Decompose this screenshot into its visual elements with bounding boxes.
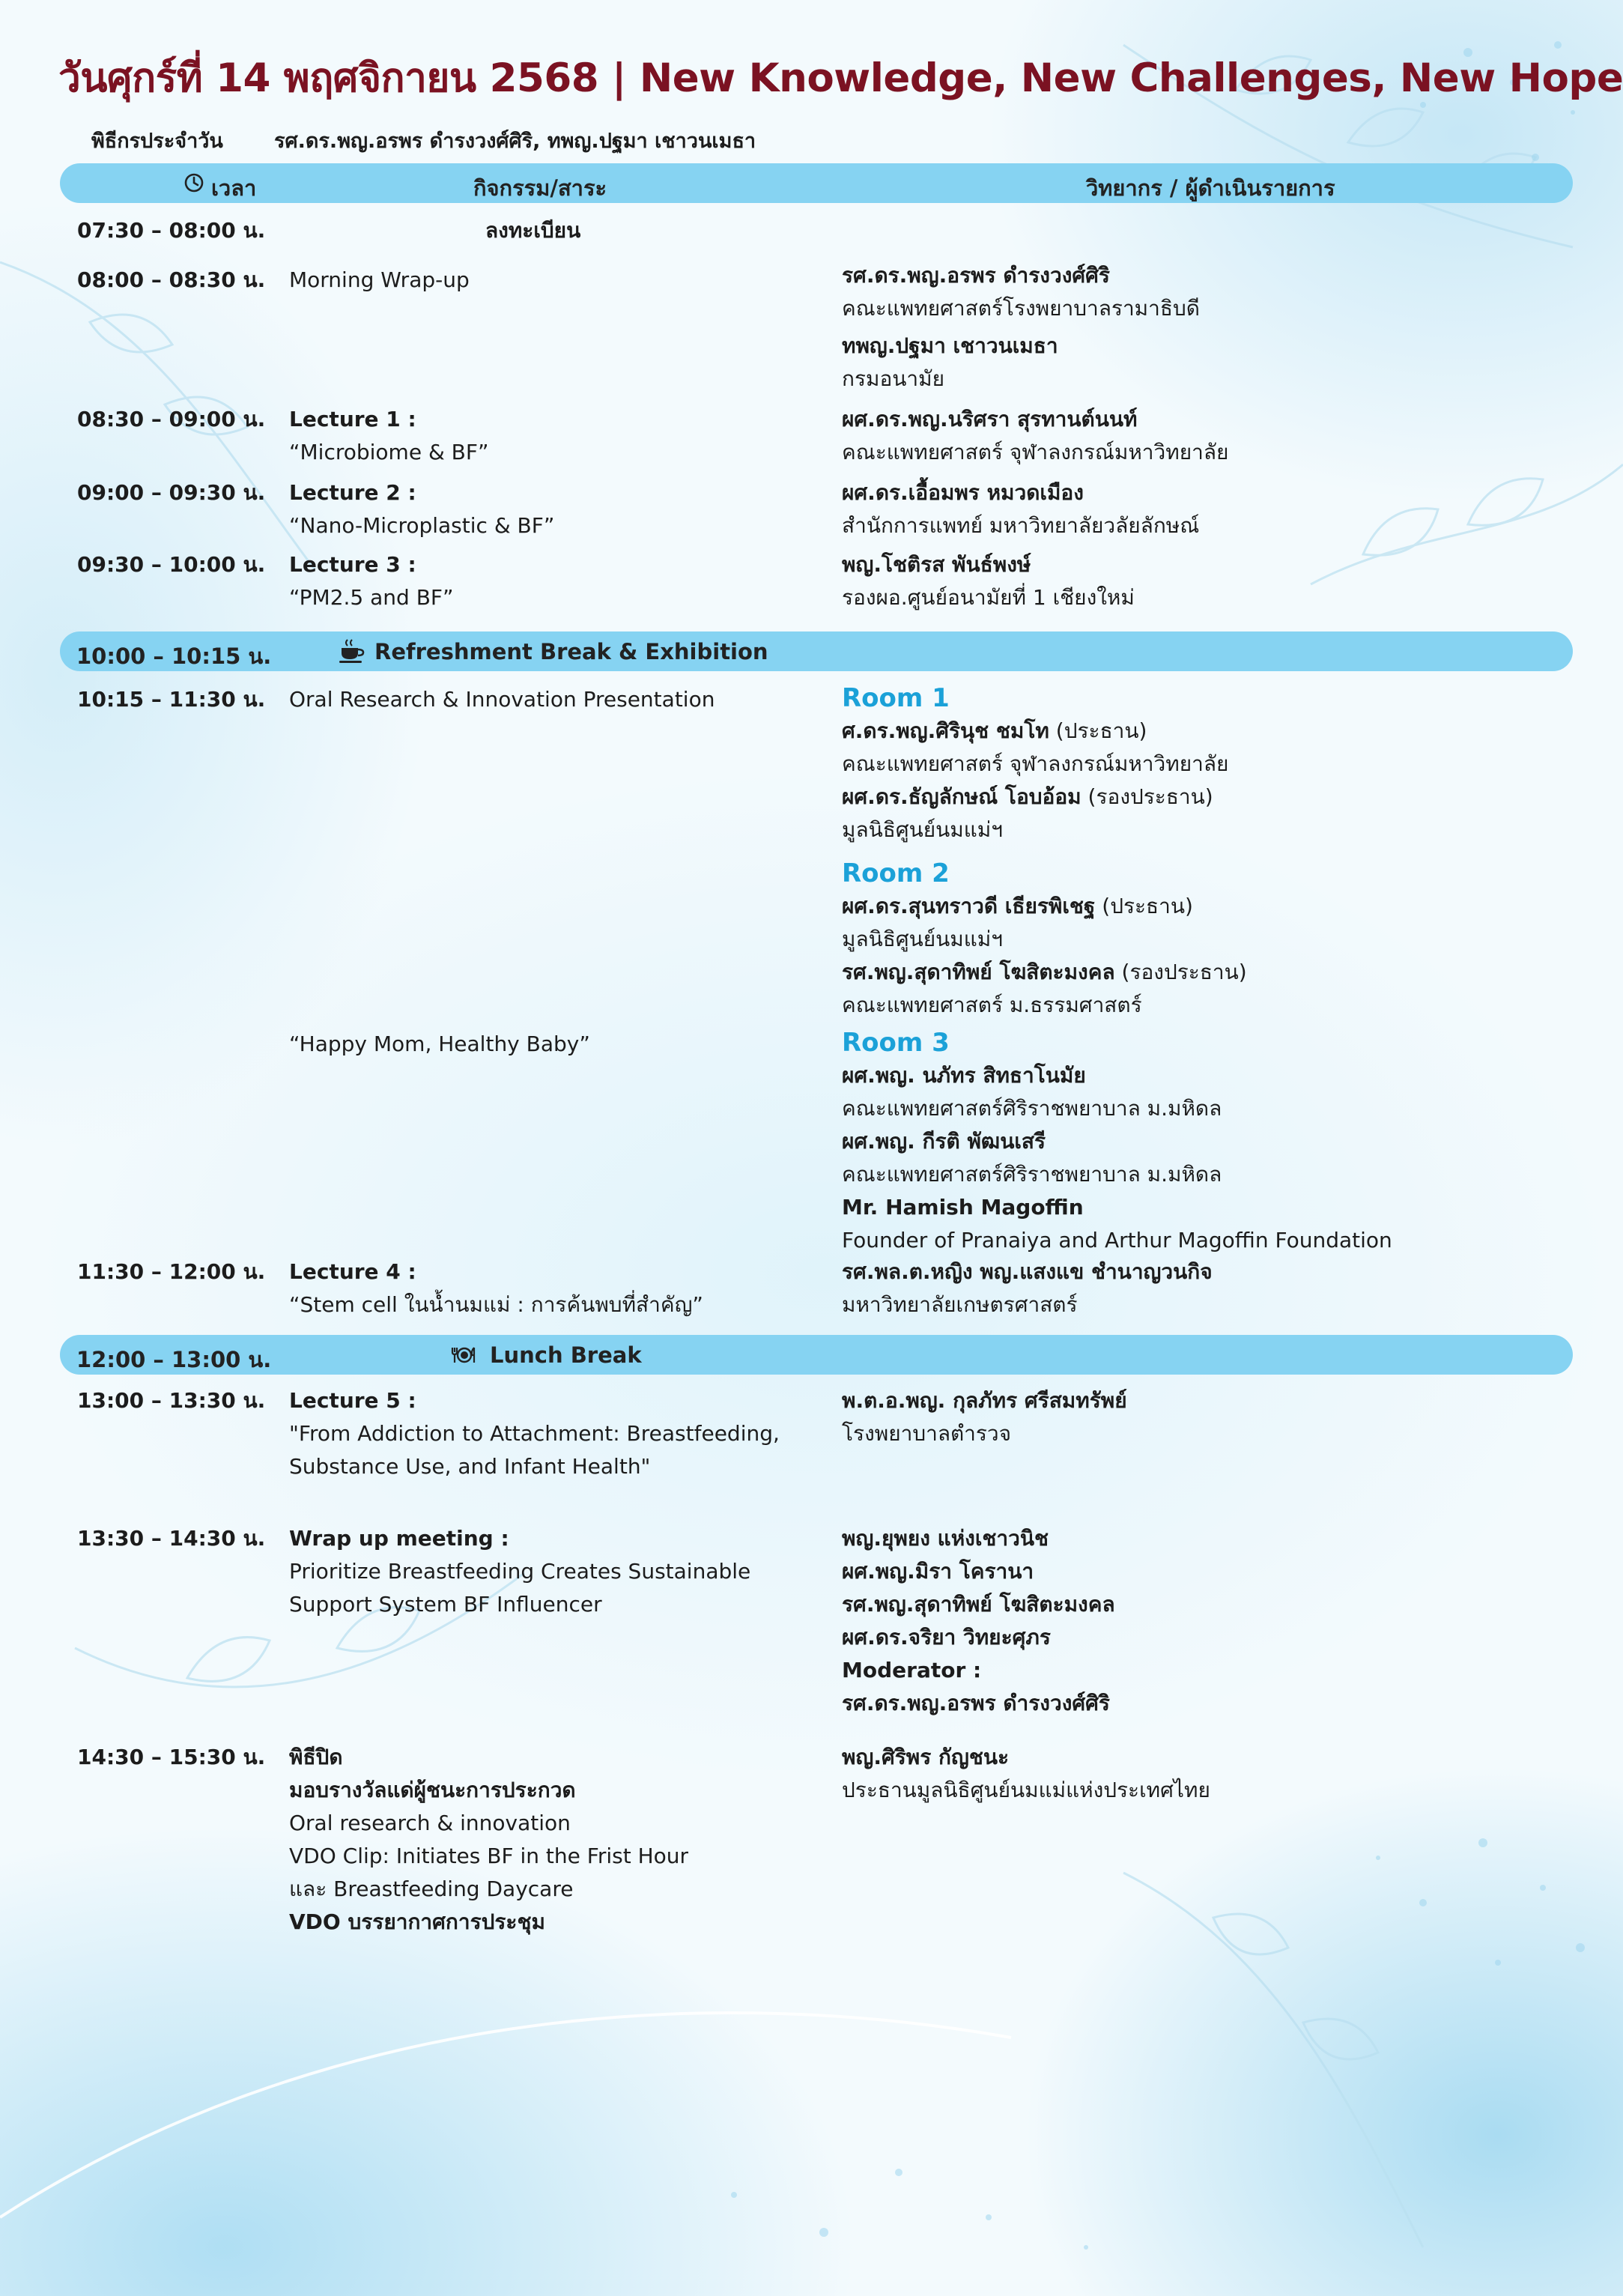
lecture1-speaker-org: คณะแพทยศาสตร์ จุฬาลงกรณ์มหาวิทยาลัย bbox=[842, 440, 1229, 464]
header-activity: กิจกรรม/สาระ bbox=[473, 175, 607, 201]
lecture2-speaker-name: ผศ.ดร.เอื้อมพร หมวดเมือง bbox=[842, 480, 1084, 505]
lecture5-time: 13:00 – 13:30 น. bbox=[77, 1388, 266, 1413]
room2-label: Room 2 bbox=[842, 858, 950, 888]
wrapup-morning-speaker-2-name: ทพญ.ปฐมา เชาวนเมธา bbox=[842, 333, 1058, 358]
lecture4-speaker-name: รศ.พล.ต.หญิง พญ.แสงแข ชำนาญวนกิจ bbox=[842, 1259, 1213, 1284]
wrapup-meeting-panelist-3: รศ.พญ.สุดาทิพย์ โฆสิตะมงคล bbox=[842, 1592, 1115, 1617]
closing-time: 14:30 – 15:30 น. bbox=[77, 1745, 266, 1769]
wrapup-meeting-label: Wrap up meeting : bbox=[289, 1526, 509, 1551]
closing-line-3: VDO Clip: Initiates BF in the Frist Hour bbox=[289, 1844, 689, 1868]
wrapup-meeting-desc-line-2: Support System BF Influencer bbox=[289, 1592, 602, 1617]
table-header-bar bbox=[60, 163, 1573, 203]
closing-line-5: VDO บรรยากาศการประชุม bbox=[289, 1909, 545, 1934]
closing-line-2: Oral research & innovation bbox=[289, 1811, 571, 1835]
lunch-label: Lunch Break bbox=[490, 1342, 642, 1368]
lecture4-time: 11:30 – 12:00 น. bbox=[77, 1259, 266, 1284]
oral-activity-theme: “Happy Mom, Healthy Baby” bbox=[289, 1032, 590, 1056]
lecture2-time: 09:00 – 09:30 น. bbox=[77, 480, 266, 505]
wrapup-morning-activity: Morning Wrap-up bbox=[289, 267, 470, 292]
lecture1-speaker-name: ผศ.ดร.พญ.นริศรา สุรทานต์นนท์ bbox=[842, 407, 1138, 431]
header-speaker: วิทยากร / ผู้ดำเนินรายการ bbox=[1086, 175, 1335, 201]
clock-icon bbox=[184, 173, 204, 193]
page-title: วันศุกร์ที่ 14 พฤศจิกายน 2568 | New Knowledge, New Challenges, New Hope bbox=[58, 55, 1623, 101]
wrapup-meeting-moderator-name: รศ.ดร.พญ.อรพร ดำรงวงศ์ศิริ bbox=[842, 1691, 1110, 1715]
lunch-time: 12:00 – 13:00 น. bbox=[76, 1347, 272, 1372]
wrapup-morning-speaker-2-org: กรมอนามัย bbox=[842, 366, 944, 391]
room2-vice-org: คณะแพทยศาสตร์ ม.ธรรมศาสตร์ bbox=[842, 993, 1142, 1017]
lecture3-topic: “PM2.5 and BF” bbox=[289, 585, 454, 610]
wrapup-meeting-panelist-2: ผศ.พญ.มิรา โครานา bbox=[842, 1559, 1034, 1584]
closing-line-4: และ Breastfeeding Daycare bbox=[289, 1877, 574, 1901]
coffee-cup-icon bbox=[339, 638, 365, 664]
room2-chair-org: มูลนิธิศูนย์นมแม่ฯ bbox=[842, 927, 1003, 951]
wrapup-meeting-desc-line-1: Prioritize Breastfeeding Creates Sustainable bbox=[289, 1559, 751, 1584]
oral-time: 10:15 – 11:30 น. bbox=[77, 687, 266, 712]
lecture2-topic: “Nano-Microplastic & BF” bbox=[289, 513, 555, 538]
wrapup-meeting-panelist-1: พญ.ยุพยง แห่งเชาวนิช bbox=[842, 1526, 1049, 1551]
registration-time: 07:30 – 08:00 น. bbox=[77, 218, 266, 243]
wrapup-morning-time: 08:00 – 08:30 น. bbox=[77, 267, 266, 292]
lecture5-topic-line-1: "From Addiction to Attachment: Breastfeeding, bbox=[289, 1421, 780, 1446]
break1-time: 10:00 – 10:15 น. bbox=[76, 643, 272, 669]
moderator-label: พิธีกรประจำวัน bbox=[91, 130, 223, 153]
oral-activity: Oral Research & Innovation Presentation bbox=[289, 687, 715, 712]
room1-vice-org: มูลนิธิศูนย์นมแม่ฯ bbox=[842, 817, 1003, 842]
lecture2-speaker-org: สำนักการแพทย์ มหาวิทยาลัยวลัยลักษณ์ bbox=[842, 513, 1200, 538]
wrapup-meeting-panelist-4: ผศ.ดร.จริยา วิทยะศุภร bbox=[842, 1625, 1051, 1650]
lecture3-speaker-name: พญ.โชติรส พันธ์พงษ์ bbox=[842, 552, 1031, 577]
refreshment-break-bar bbox=[60, 631, 1573, 671]
header-time: เวลา bbox=[211, 175, 257, 201]
wrapup-morning-speaker-1-org: คณะแพทยศาสตร์โรงพยาบาลรามาธิบดี bbox=[842, 296, 1200, 321]
room3-panelist-3-org: Founder of Pranaiya and Arthur Magoffin Foundation bbox=[842, 1228, 1392, 1252]
lecture1-time: 08:30 – 09:00 น. bbox=[77, 407, 266, 431]
room1-chair-org: คณะแพทยศาสตร์ จุฬาลงกรณ์มหาวิทยาลัย bbox=[842, 751, 1229, 776]
lecture5-speaker-name: พ.ต.อ.พญ. กุลภัทร ศรีสมทรัพย์ bbox=[842, 1388, 1127, 1413]
registration-activity: ลงทะเบียน bbox=[485, 218, 581, 243]
room3-panelist-1-name: ผศ.พญ. นภัทร สิทธาโนมัย bbox=[842, 1063, 1086, 1088]
room1-vice: ผศ.ดร.ธัญลักษณ์ โอบอ้อม (รองประธาน) bbox=[842, 784, 1213, 809]
dish-icon bbox=[449, 1342, 476, 1367]
lecture3-label: Lecture 3 : bbox=[289, 552, 416, 577]
wrapup-meeting-moderator-label: Moderator : bbox=[842, 1658, 982, 1682]
break1-label: Refreshment Break & Exhibition bbox=[374, 639, 768, 664]
room2-chair: ผศ.ดร.สุนทราวดี เธียรพิเชฐ (ประธาน) bbox=[842, 894, 1193, 918]
room3-panelist-2-org: คณะแพทยศาสตร์ศิริราชพยาบาล ม.มหิดล bbox=[842, 1162, 1222, 1187]
wrapup-morning-speaker-1-name: รศ.ดร.พญ.อรพร ดำรงวงศ์ศิริ bbox=[842, 263, 1110, 288]
lecture3-time: 09:30 – 10:00 น. bbox=[77, 552, 266, 577]
lecture1-label: Lecture 1 : bbox=[289, 407, 416, 431]
room2-vice: รศ.พญ.สุดาทิพย์ โฆสิตะมงคล (รองประธาน) bbox=[842, 960, 1247, 984]
room3-panelist-3-name: Mr. Hamish Magoffin bbox=[842, 1195, 1084, 1220]
lecture5-topic-line-2: Substance Use, and Infant Health" bbox=[289, 1454, 651, 1479]
room1-chair: ศ.ดร.พญ.ศิรินุช ชมโท (ประธาน) bbox=[842, 718, 1147, 743]
room1-label: Room 1 bbox=[842, 683, 950, 713]
lecture1-topic: “Microbiome & BF” bbox=[289, 440, 489, 464]
closing-line-1: มอบรางวัลแด่ผู้ชนะการประกวด bbox=[289, 1778, 576, 1802]
room3-panelist-1-org: คณะแพทยศาสตร์ศิริราชพยาบาล ม.มหิดล bbox=[842, 1096, 1222, 1121]
room3-panelist-2-name: ผศ.พญ. กีรติ พัฒนเสรี bbox=[842, 1129, 1046, 1154]
lecture5-speaker-org: โรงพยาบาลตำรวจ bbox=[842, 1421, 1012, 1446]
closing-label: พิธีปิด bbox=[289, 1745, 343, 1769]
lecture5-label: Lecture 5 : bbox=[289, 1388, 416, 1413]
lunch-break-bar bbox=[60, 1335, 1573, 1375]
closing-speaker-org: ประธานมูลนิธิศูนย์นมแม่แห่งประเทศไทย bbox=[842, 1778, 1210, 1802]
lecture3-speaker-org: รองผอ.ศูนย์อนามัยที่ 1 เชียงใหม่ bbox=[842, 585, 1135, 610]
lecture4-topic: “Stem cell ในน้ำนมแม่ : การค้นพบที่สำคัญ” bbox=[289, 1292, 703, 1317]
lecture4-label: Lecture 4 : bbox=[289, 1259, 416, 1284]
moderator-names: รศ.ดร.พญ.อรพร ดำรงวงศ์ศิริ, ทพญ.ปฐมา เชาวนเมธา bbox=[274, 130, 756, 153]
room3-label: Room 3 bbox=[842, 1028, 950, 1058]
lecture2-label: Lecture 2 : bbox=[289, 480, 416, 505]
lecture4-speaker-org: มหาวิทยาลัยเกษตรศาสตร์ bbox=[842, 1292, 1078, 1317]
closing-speaker-name: พญ.ศิริพร กัญชนะ bbox=[842, 1745, 1010, 1769]
wrapup-meeting-time: 13:30 – 14:30 น. bbox=[77, 1526, 266, 1551]
